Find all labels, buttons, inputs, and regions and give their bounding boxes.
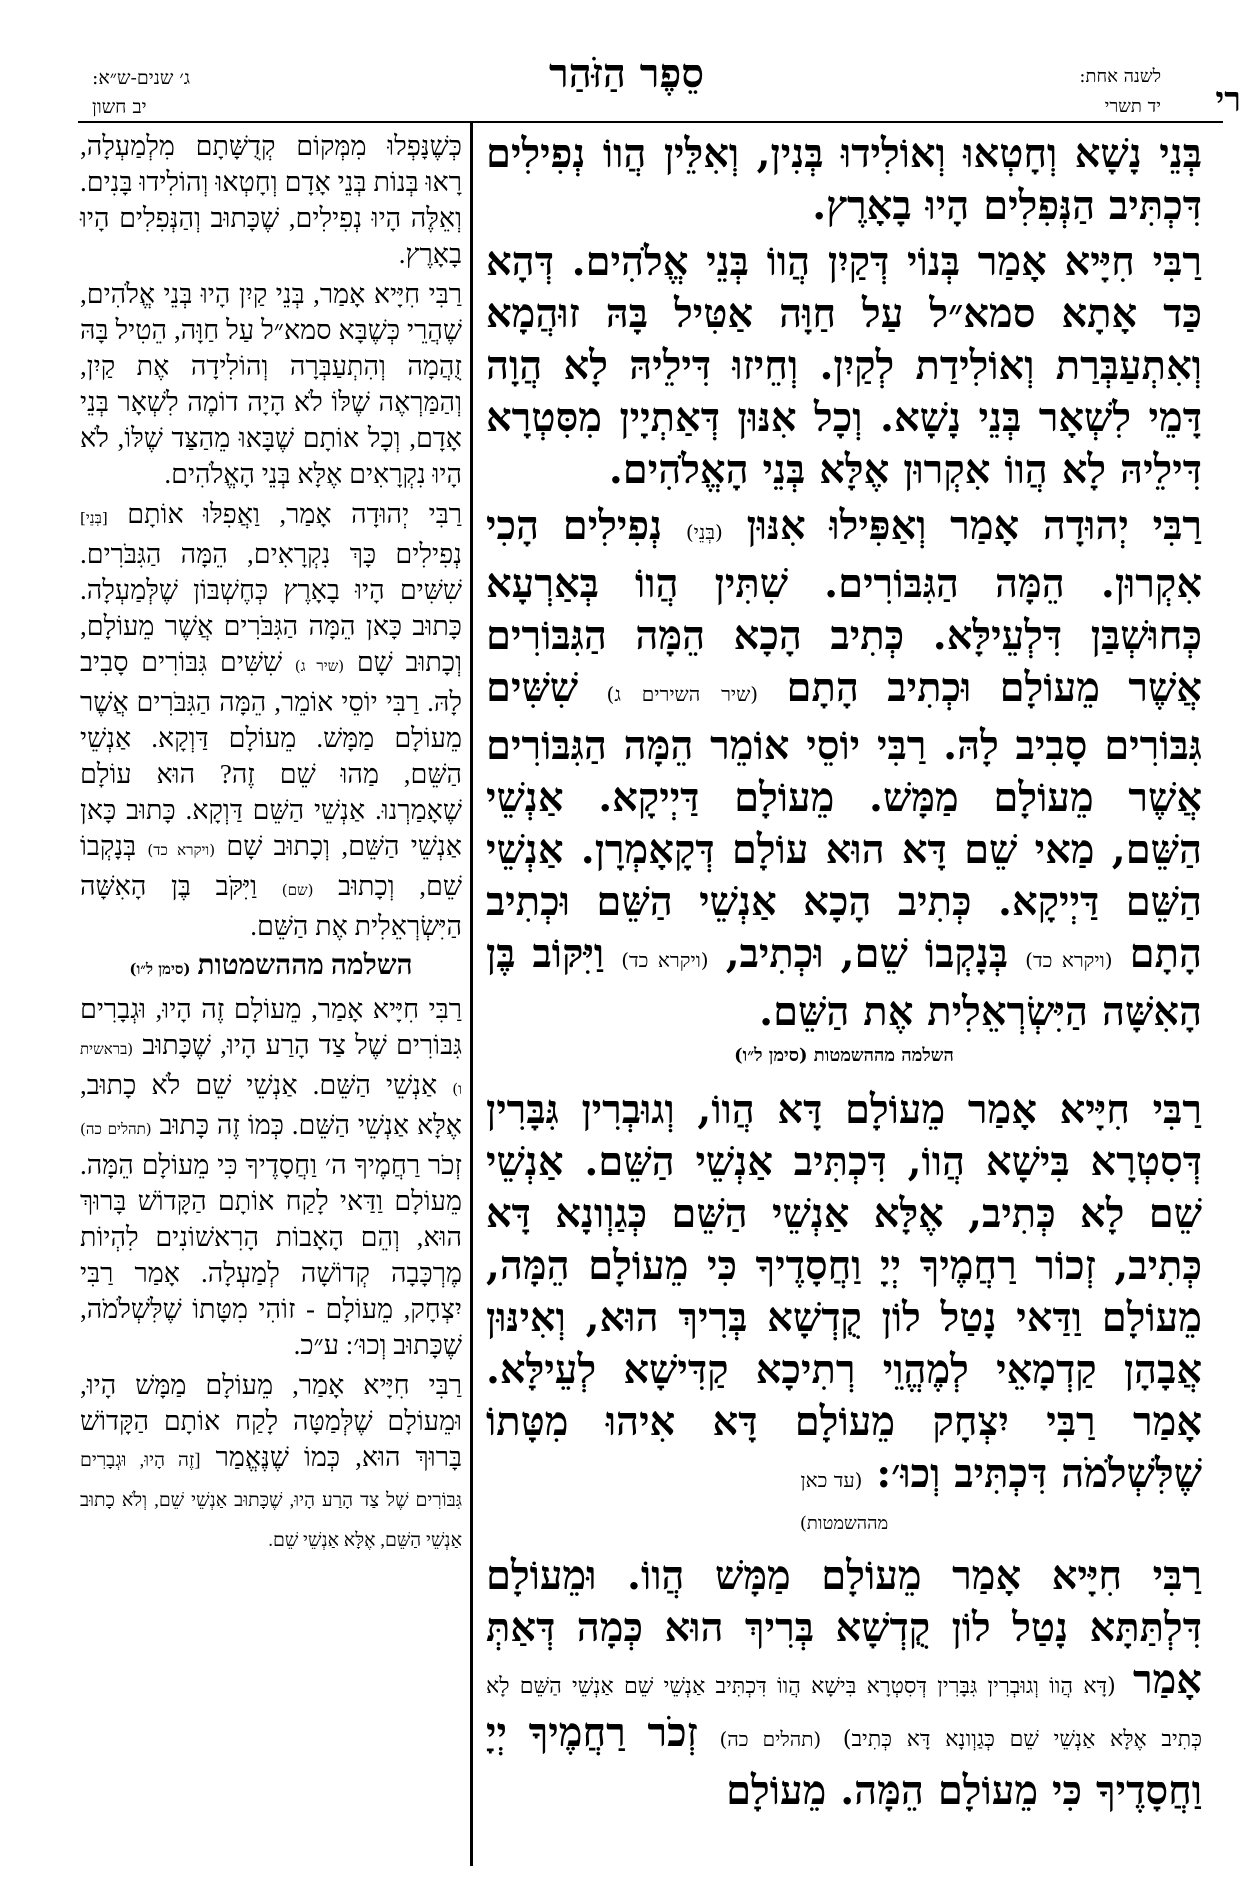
main-p3-note-3: (ויקרא כד) [1025, 948, 1113, 972]
column-divider [470, 121, 473, 1866]
main-paragraph-1: בְּנֵי נָשָׁא וְחָטְאוּ וְאוֹלִידוּ בְּנִין, וְאִלֵּין הֲווֹ נְפִילִים דִּכְתִּיב הַנְּפִלִים הָיוּ בָאָרֶץ. [486, 130, 1202, 229]
comm-p4-part-c: זְכֹר רַחֲמֶיךָ ה׳ וַחֲסָדֶיךָ כִּי מֵעוֹלָם הֵמָּה. מֵעוֹלָם וַדַּאי לָקַח אוֹתָם הַקָּדוֹשׁ בָּרוּךְ הוּא, וְהֵם הָאָבוֹת הָרִאשׁוֹנִים לִהְיוֹת מֶרְכָּבָה קְדוֹשָׁה לְמַעְלָה. אָמַר רַבִּי יִצְחָק, מֵעוֹלָם - זוֹהִי מִטָּתוֹ שֶׁלִּשְׁלֹמֹה, שֶׁכָּתוּב וְכוּ׳: ע״כ. [80, 1150, 462, 1360]
main-p3-part-c: שִׁשִּׁים גִּבּוֹרִים סָבִיב לָהּ. רַבִּי יוֹסֵי אוֹמֵר הֵמָּה הַגִּבּוֹרִים אֲשֶׁר מֵעוֹלָם מַמָּשׁ. מֵעוֹלָם דַּיְיקָא. אַנְשֵׁי הַשֵּׁם, מַאי שֵׁם דָּא הוּא עוֹלָם דְּקָאָמְרָן. אַנְשֵׁי הַשֵּׁם דַּיְיקָא. כְּתִיב הָכָא אַנְשֵׁי הַשֵּׁם וּכְתִיב הָתָם [486, 664, 1203, 977]
comm-p3-part-a: רַבִּי יְהוּדָה אָמַר, וַאֲפִלּוּ אוֹתָם [127, 499, 462, 529]
header-left-line1: ג׳ שנים-ש״א: [92, 67, 191, 89]
header-left-line2: יב חשון [92, 96, 147, 118]
main-p5-part-a: רַבִּי חִיָּיא אָמַר מֵעוֹלָם מַמָּשׁ הֲווֹ. וּמֵעוֹלָם דִּלְתַּתָּא נָטַל לוֹן קֻדְשָׁא בְּרִיךְ הוּא כְּמָה דְּאַתְּ אָמַר [486, 1552, 1202, 1703]
main-p3-part-e: וַיִּקּוֹב בֶּן הָאִשָּׁה הַיִּשְׂרְאֵלִית אֶת הַשֵּׁם. [486, 930, 1202, 1035]
main-paragraph-5 [486, 1550, 1202, 1817]
header-right-line1: לשנה אחת: [1079, 66, 1161, 87]
comm-p3-part-c: שִׁשִּׁים גִּבּוֹרִים סָבִיב לָהּ. רַבִּי יוֹסֵי אוֹמֵר, הֵמָּה הַגִּבֹּרִים אֲשֶׁר מֵעוֹלָם מַמָּשׁ. מֵעוֹלָם דַּוְקָא. אַנְשֵׁי הַשֵּׁם, מַהוּ שֵׁם זֶה? הוּא עוֹלָם שֶׁאָמַרְנוּ. אַנְשֵׁי הַשֵּׁם דַּוְקָא. כָּתוּב כָּאן אַנְשֵׁי הַשֵּׁם, וְכָתוּב שָׁם [80, 647, 462, 861]
header-rule [78, 121, 1223, 123]
commentary-paragraph-2: רַבִּי חִיָּיא אָמַר, בְּנֵי קַיִן הָיוּ בְּנֵי אֱלֹהִים, שֶׁהֲרֵי כְּשֶׁבָּא סמא״ל עַל חַוָּה, הֵטִיל בָּהּ זֻהֲמָה וְהִתְעַבְּרָה וְהוֹלִידָה אֶת קַיִן, וְהַמַּרְאֶה שֶׁלּוֹ לֹא הָיָה דוֹמֶה לִשְׁאָר בְּנֵי אָדָם, וְכָל אוֹתָם שֶׁבָּאוּ מֵהַצַּד שֶׁלּוֹ, לֹא הָיוּ נִקְרָאִים אֶלָּא בְּנֵי הָאֱלֹהִים. [80, 279, 462, 489]
comm-p5-small: [זֶה הָיוּ, וּגְבָרִים גִּבּוֹרִים שֶׁל צַד הָרַע הָיוּ, שֶׁכָּתוּב אַנְשֵׁי שֵׁם, וְלֹא כָתוּב אַנְשֵׁי הַשֵּׁם, אֶלָּא אַנְשֵׁי שֵׁם. [80, 1450, 462, 1551]
book-title: סֵפֶר הַזֹּהַר [549, 50, 704, 97]
main-paragraph-2: רַבִּי חִיָּיא אָמַר בְּנוֹי דְּקַיִן הֲווֹ בְּנֵי אֱלֹהִים. דְּהָא כַּד אָתָא סמא״ל עַל חַוָּה אַטִּיל בָּהּ זוּהֲמָא וְאִתְעַבְּרַת וְאוֹלִידַת לְקַיִן. וְחֵיזוּ דִּילֵיהּ לָא הֲוָה דָּמֵי לִשְׁאָר בְּנֵי נָשָׁא. וְכָל אִנּוּן דְּאַתְיָין מִסִּטְרָא דִּילֵיהּ לָא הֲווֹ אִקְרוּן אֶלָּא בְּנֵי הָאֱלֹהִים. [486, 238, 1202, 493]
main-p3-note-2: (שיר השירים ג) [606, 682, 759, 706]
commentary-paragraph-3 [80, 496, 462, 944]
main-p3-part-b: נְפִילִים הָכִי אִקְרוּן. הֵמָּה הַגִּבּוֹרִים. שִׁתִּין הֲווֹ בְּאַרְעָא כְּחוּשְׁבַּן דִּלְעֵילָּא. כְּתִיב הָכָא הֵמָּה הַגִּבּוֹרִים אֲשֶׁר מֵעוֹלָם וּכְתִיב הָתָם [486, 502, 1202, 711]
main-p5-small: (דָּא הֲווֹ וְגוּבְרִין גִּבָּרִין דְּסִטְרָא בִּישָׁא הֲווֹ דִּכְתִּיב אַנְשֵׁי שֵׁם אַנְשֵׁי הַשֵּׁם לָא כְּתִיב אֶלָּא אַנְשֵׁי שֵׁם כְּגַוְונָא דָּא כְּתִיב) [486, 1674, 1202, 1752]
main-p4-text: רַבִּי חִיָּיא אָמַר מֵעוֹלָם דָּא הֲווֹ, וְגוּבְרִין גִּבָּרִין דְּסִטְרָא בִּישָׁא הֲווֹ, דִּכְתִּיב אַנְשֵׁי הַשֵּׁם. אַנְשֵׁי שֵׁם לָא כְּתִיב, אֶלָּא אַנְשֵׁי הַשֵּׁם כְּגַוְונָא דָּא כְּתִיב, זְכוֹר רַחֲמֶיךָ יְיָ וַחֲסָדֶיךָ כִּי מֵעוֹלָם הֵמָּה, מֵעוֹלָם וַדַּאי נָטַל לוֹן קֻדְשָׁא בְּרִיךְ הוּא, וְאִינּוּן אֲבָהָן קַדְמָאֵי לְמֶהֱוֵי רְתִיכָא קַדִּישָׁא לְעֵילָּא. אָמַר רַבִּי יִצְחָק מֵעוֹלָם דָּא אִיהוּ מִטָּתוֹ שֶׁלִּשְׁלֹמֹה דִּכְתִּיב וְכוּ׳: [486, 1086, 1202, 1497]
comm-p4-note-1: (בראשית ו) [80, 1040, 462, 1098]
comm-p4-note-2: (תהלים כה) [80, 1120, 152, 1138]
main-p5-part-b: זְכֹר רַחֲמֶיךָ יְיָ וַחֲסָדֶיךָ כִּי מֵעוֹלָם הֵמָּה. מֵעוֹלָם [486, 1709, 1202, 1814]
commentary-paragraph-5 [80, 1367, 462, 1559]
comm-p3-part-b: נְפִילִים כָּךְ נִקְרָאִים, הֵמָּה הַגִּבֹּרִים. שִׁשִּׁים הָיוּ בָאָרֶץ כְּחֶשְׁבּוֹן שֶׁלְּמַעְלָה. כָּתוּב כָּאן הֵמָּה הַגִּבֹּרִים אֲשֶׁר מֵעוֹלָם, וְכָתוּב שָׁם [80, 539, 462, 677]
main-p3-note-4: (ויקרא כד) [621, 948, 709, 972]
main-p4-note: (עד כאן [800, 1468, 863, 1492]
commentary-column [80, 128, 462, 1563]
page-number: רי [1215, 80, 1241, 120]
comm-p3-part-d: בְּנָקְבוֹ שֵׁם, וְכָתוּב [80, 831, 462, 901]
commentary-paragraph-1: כְּשֶׁנָּפְלוּ מִמְּקוֹם קְדֻשָּׁתָם מִלְמַעְלָה, רָאוּ בְּנוֹת בְּנֵי אָדָם וְחָטְאוּ וְהוֹלִידוּ בָּנִים. וְאֵלֶּה הָיוּ נְפִילִים, שֶׁכָּתוּב וְהַנְּפִלִים הָיוּ בָאָרֶץ. [80, 131, 462, 269]
main-text-column [486, 128, 1202, 1821]
commentary-paragraph-4 [80, 991, 462, 1363]
comm-p3-part-e: וַיִּקֹּב בֶּן הָאִשָּׁה הַיִּשְׂרְאֵלִית אֶת הַשֵּׁם. [80, 871, 462, 941]
comm-p3-note-3: (ויקרא כד) [147, 841, 216, 859]
commentary-section-title [80, 948, 462, 987]
header-right-line2: יד תשרי [1104, 96, 1161, 117]
main-p3-note-1: (בְּנֵי) [685, 520, 723, 544]
comm-section-note: (סימן ל״ו) [129, 960, 191, 978]
comm-p4-part-a: רַבִּי חִיָּיא אָמַר, מֵעוֹלָם זֶה הָיוּ, וּגְבָרִים גִּבּוֹרִים שֶׁל צַד הָרַע הָיוּ, שֶׁכָּתוּב [80, 994, 462, 1060]
comm-p4-part-b: אַנְשֵׁי הַשֵּׁם. אַנְשֵׁי שֵׁם לֹא כָתוּב, אֶלָּא אַנְשֵׁי הַשֵּׁם. כְּמוֹ זֶה כָּתוּב [80, 1070, 462, 1140]
comm-p3-note-1: [בְּנֵי] [80, 509, 108, 527]
header-left [92, 64, 190, 122]
main-paragraph-3 [486, 500, 1202, 1038]
comm-p3-note-2: (שיר ג) [294, 657, 345, 675]
main-section-end: מההשמטות) [799, 1513, 889, 1534]
comm-section-title-text: השלמה מההשמטות [197, 950, 413, 981]
comm-p3-note-4: (שם) [281, 881, 314, 899]
main-p3-part-d: בְּנָקְבוֹ שֵׁם, וּכְתִיב, [725, 930, 1009, 977]
main-p5-note: (תהלים כה) [719, 1727, 822, 1751]
main-p3-part-a: רַבִּי יְהוּדָה אָמַר וְאַפִּילוּ אִנּוּן [746, 502, 1202, 549]
main-paragraph-4 [486, 1084, 1202, 1506]
main-section-title: השלמה מההשמטות (סימן ל״ו) [734, 1045, 954, 1066]
comm-p5-text: רַבִּי חִיָּיא אָמַר, מֵעוֹלָם מַמָּשׁ הָיוּ, וּמֵעוֹלָם שֶׁלְּמַטָּה לָקַח אוֹתָם הַקָּדוֹשׁ בָּרוּךְ הוּא, כְּמוֹ שֶׁנֶּאֱמַר [80, 1370, 462, 1472]
